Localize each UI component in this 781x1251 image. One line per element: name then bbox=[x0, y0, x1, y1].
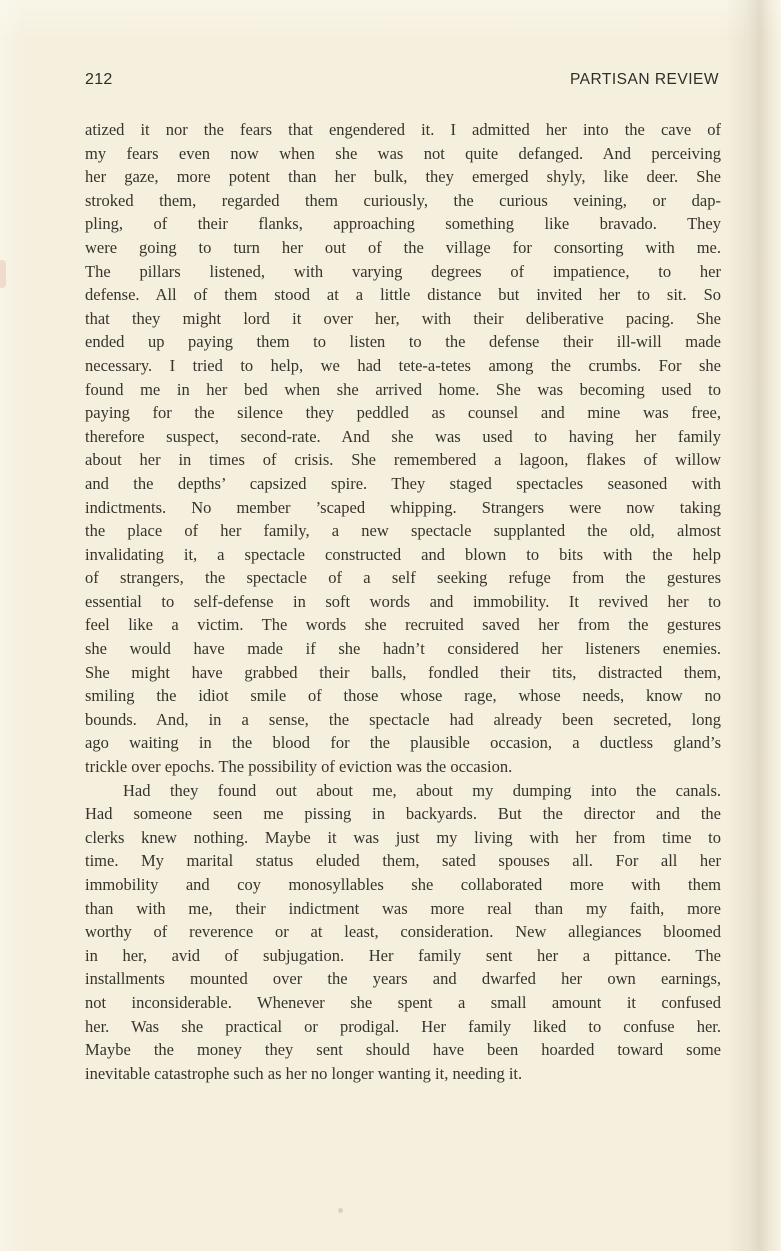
text-line: of strangers, the spectacle of a self seeking refuge from the gestures bbox=[85, 568, 721, 588]
scan-edge-shadow-right bbox=[725, 0, 781, 1251]
text-line: in her, avid of subjugation. Her family sent her a pittance. The bbox=[85, 945, 721, 965]
page-number: 212 bbox=[85, 71, 113, 88]
text-line: than with me, their indictment was more real than my faith, more bbox=[85, 898, 721, 918]
text-line: not inconsiderable. Whenever she spent a small amount it confused bbox=[85, 992, 721, 1012]
text-line: my fears even now when she was not quite defanged. And perceiving bbox=[85, 143, 721, 163]
text-line: Had they found out about me, about my dumping into the canals. bbox=[123, 780, 721, 800]
text-line: time. My marital status eluded them, sated spouses all. For all her bbox=[85, 851, 721, 871]
text-line: bounds. And, in a sense, the spectacle had already been secreted, long bbox=[85, 709, 721, 729]
text-line: trickle over epochs. The possibility of eviction was the occasion. bbox=[85, 757, 513, 777]
text-line: and the depths’ capsized spire. They staged spectacles seasoned with bbox=[85, 473, 721, 493]
text-line: pling, of their flanks, approaching something like bravado. They bbox=[85, 214, 721, 234]
text-line: Had someone seen me pissing in backyards. But the director and the bbox=[85, 804, 721, 824]
text-line: worthy of reverence or at least, consideration. New allegiances bloomed bbox=[85, 922, 721, 942]
running-header bbox=[85, 71, 719, 89]
text-line: her gaze, more potent than her bulk, they emerged shyly, like deer. She bbox=[85, 167, 721, 187]
text-line: atized it nor the fears that engendered it. I admitted her into the cave of bbox=[85, 120, 721, 139]
text-line: essential to self-defense in soft words and immobility. It revived her to bbox=[85, 591, 721, 611]
text-line: smiling the idiot smile of those whose rage, whose needs, know no bbox=[85, 686, 721, 706]
text-line: stroked them, regarded them curiously, the curious veining, or dap- bbox=[85, 190, 721, 210]
text-line: defense. All of them stood at a little distance but invited her to sit. So bbox=[85, 285, 721, 305]
text-line: immobility and coy monosyllables she collaborated more with them bbox=[85, 875, 721, 894]
text-line: feel like a victim. The words she recruited saved her from the gestures bbox=[85, 615, 721, 635]
text-line: were going to turn her out of the village for consorting with me. bbox=[85, 237, 721, 257]
scan-artifact-dot bbox=[338, 1208, 343, 1213]
text-line: inevitable catastrophe such as her no longer wanting it, needing it. bbox=[85, 1063, 523, 1083]
journal-title: PARTISAN REVIEW bbox=[569, 71, 719, 88]
text-line: invalidating it, a spectacle constructed and blown to bits with the help bbox=[85, 544, 721, 564]
scan-artifact-smudge bbox=[0, 260, 6, 288]
text-line: Maybe the money they sent should have been hoarded toward some bbox=[85, 1040, 721, 1060]
text-line: therefore suspect, second-rate. And she was used to having her family bbox=[85, 426, 721, 446]
text-line: found me in her bed when she arrived home. She was becoming used to bbox=[85, 379, 721, 399]
text-line: her. Was she practical or prodigal. Her family liked to confuse her. bbox=[85, 1016, 721, 1036]
text-line: that they might lord it over her, with their deliberative pacing. She bbox=[85, 308, 721, 328]
text-line: She might have grabbed their balls, fondled their tits, distracted them, bbox=[85, 662, 721, 682]
text-line: indictments. No member ’scaped whipping. Strangers were now taking bbox=[85, 497, 721, 517]
text-line: the place of her family, a new spectacle supplanted the old, almost bbox=[85, 521, 721, 541]
text-line: about her in times of crisis. She remembered a lagoon, flakes of willow bbox=[85, 450, 721, 470]
text-line: clerks knew nothing. Maybe it was just my living with her from time to bbox=[85, 827, 721, 847]
scan-edge-highlight-top bbox=[0, 0, 781, 40]
text-line: paying for the silence they peddled as counsel and mine was free, bbox=[85, 403, 721, 423]
text-line: The pillars listened, with varying degrees of impatience, to her bbox=[85, 261, 721, 281]
text-line: ago waiting in the blood for the plausible occasion, a ductless gland’s bbox=[85, 733, 721, 753]
body-text bbox=[85, 118, 721, 1085]
text-line: ended up paying them to listen to the defense their ill-will made bbox=[85, 332, 721, 352]
scan-edge-highlight-left bbox=[0, 0, 26, 1251]
text-line: installments mounted over the years and dwarfed her own earnings, bbox=[85, 969, 721, 989]
text-line: she would have made if she hadn’t considered her listeners enemies. bbox=[85, 639, 721, 659]
text-line: necessary. I tried to help, we had tete-a-tetes among the crumbs. For she bbox=[85, 355, 721, 375]
